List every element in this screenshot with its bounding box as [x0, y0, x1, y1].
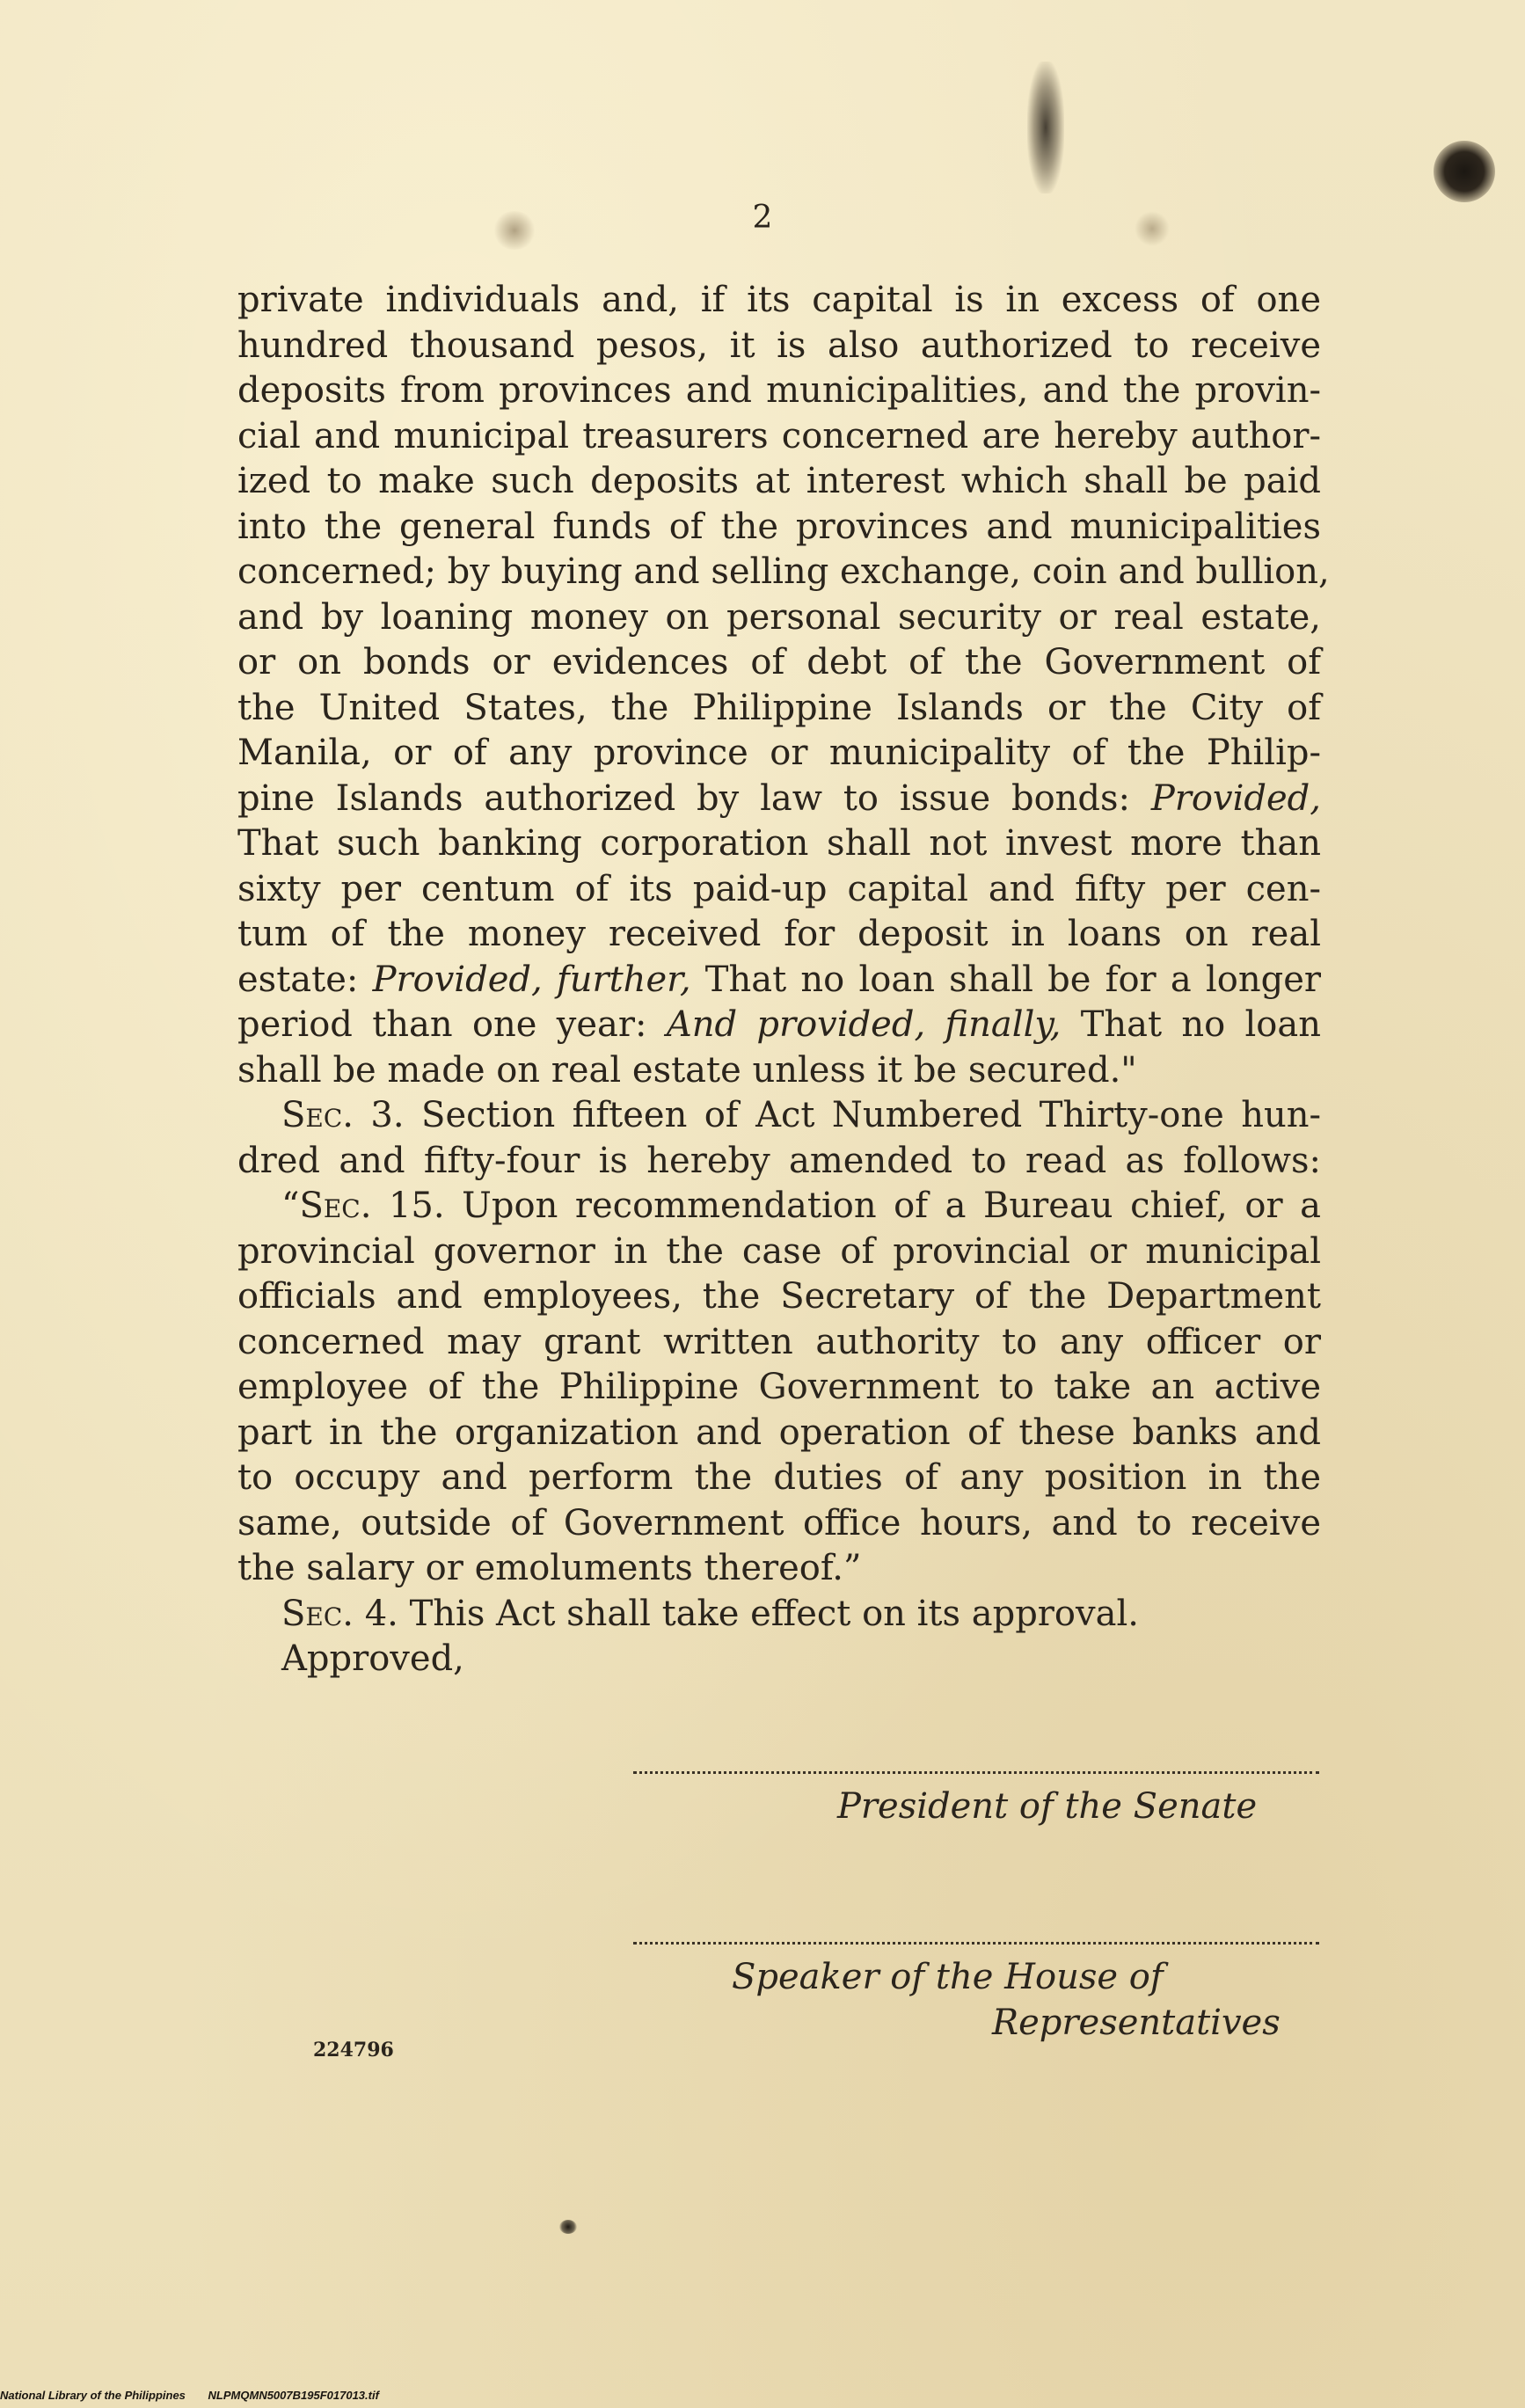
proviso-italic: And provided, finally, [666, 1004, 1062, 1045]
text-run: Upon recommendation of a Bureau chief, or a [462, 1186, 1322, 1226]
text-run: That no loan shall be for a longer [704, 959, 1321, 1000]
proviso-italic: Provided, further, [372, 959, 691, 1000]
text-line: hundred thousand pesos, it is also authorized to receive [237, 325, 1321, 366]
text-run: estate: [237, 959, 359, 1000]
text-line: That such banking corporation shall not invest more than [237, 823, 1321, 864]
section-label: Sec. 3. [281, 1095, 405, 1135]
section-4-line [237, 1592, 1321, 1638]
text-line: to occupy and perform the duties of any position in the [237, 1457, 1321, 1498]
text-line: same, outside of Government office hours, and to receive [237, 1502, 1321, 1543]
text-line: into the general funds of the provinces and municipalities [237, 506, 1321, 547]
text-line: part in the organization and operation of these banks and [237, 1412, 1321, 1453]
proviso-italic: Provided, [1150, 777, 1321, 819]
text-line: provincial governor in the case of provincial or municipal [237, 1230, 1321, 1272]
text-line: or on bonds or evidences of debt of the Government of [237, 642, 1321, 682]
ink-stain [1434, 141, 1495, 202]
section-3-line [237, 1093, 1321, 1139]
file-identifier: NLPMQMN5007B195F017013.tif [208, 2389, 379, 2402]
ink-smudge [1027, 62, 1064, 193]
house-speaker-title-line-1: Speaker of the House of [732, 1957, 1164, 1997]
reference-number: 224796 [313, 2039, 394, 2061]
text-line: the salary or emoluments thereof.” [237, 1548, 862, 1588]
act-body-text [237, 278, 1330, 1637]
text-line: and by loaning money on personal security or real estate, [237, 596, 1321, 638]
text-line: the United States, the Philippine Islands or the City of [237, 687, 1321, 728]
section-15-line [237, 1184, 1321, 1230]
approved-label: Approved, [281, 1638, 464, 1679]
house-signature-line [633, 1942, 1319, 1945]
text-line: dred and fifty-four is hereby amended to read as follows: [237, 1140, 1321, 1181]
house-speaker-title-line-2: Representatives [992, 2003, 1281, 2043]
text-line: officials and employees, the Secretary of the Department [237, 1276, 1321, 1317]
ink-dot [559, 2220, 577, 2234]
section-label: “Sec. 15. [281, 1186, 445, 1226]
text-line: employee of the Philippine Government to take an active [237, 1367, 1321, 1407]
text-run: pine Islands authorized by law to issue bonds: [237, 777, 1131, 819]
text-line [237, 958, 1321, 1003]
section-label: Sec. 4. [281, 1593, 398, 1634]
text-line [237, 777, 1321, 822]
library-credit: National Library of the Philippines [0, 2389, 186, 2402]
text-line: concerned; by buying and selling exchange, coin and bullion, [237, 551, 1330, 592]
text-line: concerned may grant written authority to any officer or [237, 1321, 1321, 1362]
text-line: Manila, or of any province or municipality of the Philip- [237, 733, 1321, 773]
text-line: tum of the money received for deposit in loans on real [237, 914, 1321, 954]
text-run: That no loan [1080, 1004, 1322, 1045]
senate-signature-line [633, 1771, 1319, 1774]
text-line: ized to make such deposits at interest which shall be paid [237, 461, 1321, 501]
page-number: 2 [752, 200, 773, 236]
senate-president-title: President of the Senate [837, 1786, 1258, 1827]
text-line: deposits from provinces and municipalities, and the provin- [237, 370, 1321, 411]
text-run: period than one year: [237, 1004, 647, 1045]
text-run: Section fifteen of Act Numbered Thirty-one hun- [421, 1095, 1322, 1135]
scan-footer [0, 2389, 398, 2403]
text-line [237, 1003, 1321, 1048]
text-run: This Act shall take effect on its approval. [409, 1593, 1139, 1634]
text-line: cial and municipal treasurers concerned are hereby author- [237, 415, 1321, 456]
text-line: sixty per centum of its paid-up capital and fifty per cen- [237, 868, 1321, 909]
text-line: private individuals and, if its capital is in excess of one [237, 280, 1321, 320]
text-line: shall be made on real estate unless it be secured." [237, 1049, 1137, 1091]
